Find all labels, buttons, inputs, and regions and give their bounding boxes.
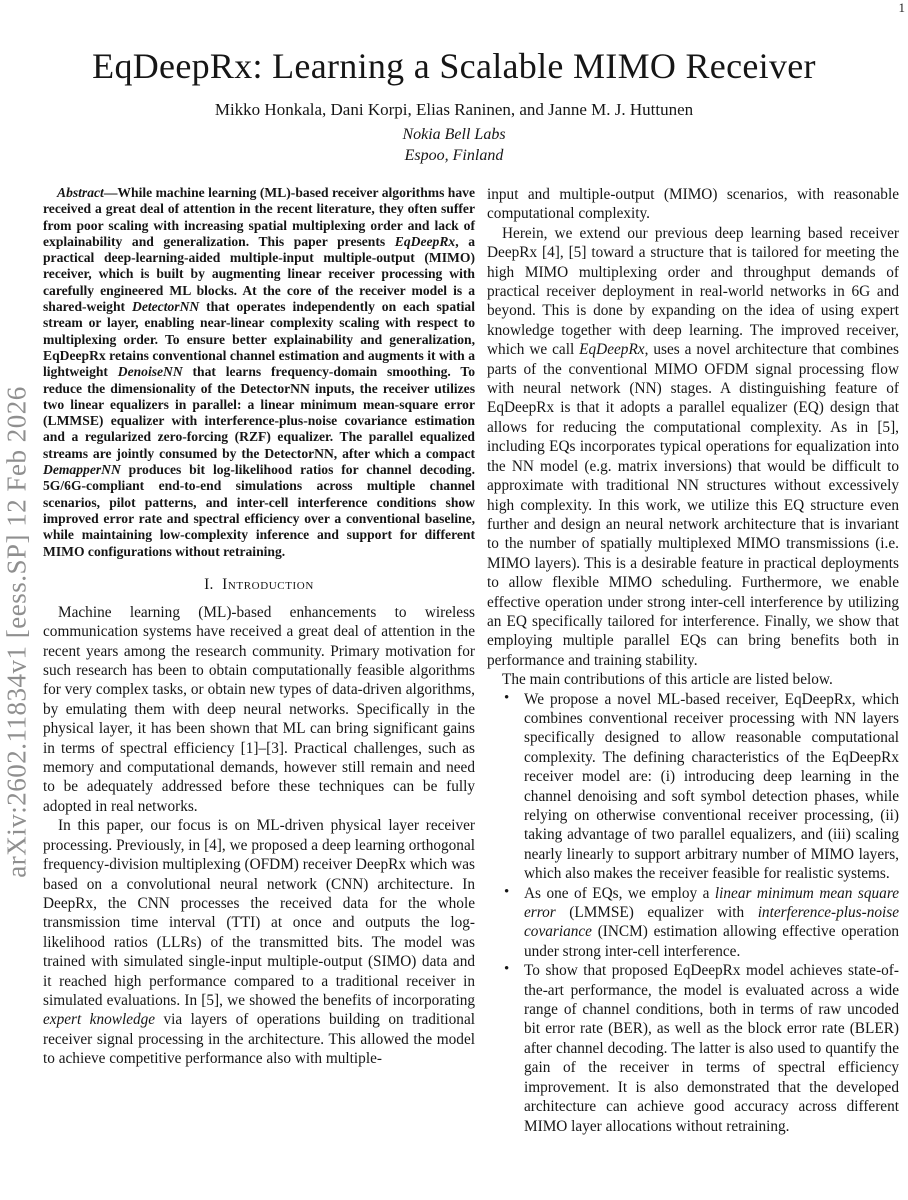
emphasized-text: Abstract xyxy=(57,185,104,200)
intro-paragraphs xyxy=(43,603,475,1069)
bullet-icon: • xyxy=(504,689,510,706)
page-number: 1 xyxy=(898,0,905,15)
abstract-paragraph xyxy=(43,185,475,560)
text-run: Machine learning (ML)-based enhancements to wireless communication systems have received a great deal of attention in the recent years among the research community. Primary motivation for such research has been to obtain computationally feasible algorithms for very complex tasks, or obtain new types of data-driven algorithms, by emulating them with deep neural networks. Specifically in the physical layer, it has been shown that ML can bring significant gains in terms of spectral efficiency [1]–[3]. Practical challenges, such as memory and computational demands, however still remain and need to be adequately addressed before these techniques can be fully adopted in real networks. xyxy=(43,603,475,815)
affiliation-location: Espoo, Finland xyxy=(404,147,504,164)
text-run: input and multiple-output (MIMO) scenarios, with reasonable computational complexity. xyxy=(487,186,899,223)
contributions-list xyxy=(487,690,899,1136)
text-run: that operates independently on each spatial stream or layer, enabling near-linear complexity scaling with respect to multiplexing order. To ensure better explainability and generalization, EqDeepRx retains conventional channel estimation and augments it with a lightweight xyxy=(43,299,475,380)
contribution-item xyxy=(487,961,899,1136)
author-list: Mikko Honkala, Dani Korpi, Elias Raninen, and Janne M. J. Huttunen xyxy=(214,100,694,119)
body-paragraph xyxy=(487,224,899,670)
emphasized-text: expert knowledge xyxy=(43,1011,156,1029)
text-run: via layers of operations building on traditional receiver signal processing in the architecture. This allowed the model to achieve competitive performance also with multiple- xyxy=(43,1011,475,1068)
right-column xyxy=(487,185,899,1136)
text-run: (LMMSE) equalizer with xyxy=(555,904,758,922)
bullet-icon: • xyxy=(504,961,510,978)
left-column xyxy=(43,185,475,1136)
arxiv-watermark: arXiv:2602.11834v1 [eess.SP] 12 Feb 2026 xyxy=(1,386,32,878)
two-column-body xyxy=(43,185,908,1136)
body-paragraph xyxy=(487,670,899,689)
body-paragraph xyxy=(487,185,899,224)
affiliation: Nokia Bell Labs xyxy=(402,126,506,143)
emphasized-text: EqDeepRx xyxy=(394,233,456,249)
text-run: We propose a novel ML-based receiver, EqDeepRx, which combines conventional receiver processing with NN layers specifically designed to allow reasonable computational complexity. The defining characteristics of the EqDeepRx receiver model are: (i) introducing deep learning in the channel denoising and soft symbol detection phases, while relying on otherwise conventional receiver processing, (ii) taking advantage of two parallel equalizers, and (iii) scaling nearly linearly to support arbitrary number of MIMO layers, which also makes the receiver feasible for realistic systems. xyxy=(524,690,899,883)
section-number: I. xyxy=(204,575,214,593)
emphasized-text: DemapperNN xyxy=(43,462,121,478)
text-run: , uses a novel architecture that combines parts of the conventional MIMO OFDM signal processing flow with neural network (NN) stages. A distinguishing feature of EqDeepRx is that it adopts a parallel equalizer (EQ) design that allows for reducing the computational complexity. As in [5], including EQs incorporates typical operations for equalization into the NN model (e.g. matrix inversions) that would be difficult to approximate with traditional NN structures without excessively high complexity. In this work, we utilize this EQ structure even further and design an neural network architecture that is invariant to the number of spatially multiplexed MIMO transmissions (i.e. MIMO layers). This is a desirable feature in practical deployments to allow flexible MIMO scheduling. Furthermore, we enable effective operation under strong inter-cell interference by utilizing an EQ specifically tailored for interference. Finally, we show that employing multiple parallel EQs can bring benefits both in performance and training stability. xyxy=(487,341,899,669)
text-run: —While machine learning (ML)-based receiver algorithms have received a great deal of attention in the recent literature, they often suffer from poor scaling with increasing spatial multiplexing order and lack of explainability and generalization. This paper presents xyxy=(43,185,475,249)
contribution-item xyxy=(487,884,899,962)
emphasized-text: linear minimum mean square error xyxy=(524,884,899,922)
text-run: In this paper, our focus is on ML-driven physical layer receiver processing. Previously, in [4], we proposed a deep learning orthogonal frequency-division multiplexing (OFDM) receiver DeepRx which was based on a convolutional neural network (CNN) architecture. In DeepRx, the CNN processes the received data for the whole transmission time interval (TTI) at once and outputs the log-likelihood ratios (LLRs) of the transmitted bits. The model was trained with simulated single-input multiple-output (SIMO) data and it reached high performance compared to a traditional receiver in simulated evaluations. In [5], we showed the benefits of incorporating xyxy=(43,817,475,1009)
emphasized-text: DenoiseNN xyxy=(117,364,183,380)
emphasized-text: DetectorNN xyxy=(132,299,200,315)
text-run: As one of EQs, we employ a xyxy=(524,884,715,902)
text-run: produces bit log-likelihood ratios for channel decoding. 5G/6G-compliant end-to-end simulations across multiple channel scenarios, pilot patterns, and inter-cell interference conditions show improved error rate and spectral efficiency over a conventional baseline, while maintaining low-complexity inference and support for different MIMO configurations without retraining. xyxy=(43,462,475,559)
text-run: that learns frequency-domain smoothing. To reduce the dimensionality of the DetectorNN inputs, the receiver utilizes two linear equalizers in parallel: a linear minimum mean-square error (LMMSE) equalizer with interference-plus-noise covariance estimation and a regularized zero-forcing (RZF) equalizer. The parallel equalized streams are jointly consumed by the DetectorNN, after which a compact xyxy=(43,364,475,461)
paper-header xyxy=(0,0,908,165)
section-heading-introduction xyxy=(43,576,475,594)
text-run: The main contributions of this article are listed below. xyxy=(502,671,833,689)
paper-title: EqDeepRx: Learning a Scalable MIMO Receiver xyxy=(92,46,816,86)
section-title: Introduction xyxy=(222,575,314,593)
body-paragraphs xyxy=(487,185,899,690)
emphasized-text: EqDeepRx xyxy=(579,341,645,359)
text-run: To show that proposed EqDeepRx model achieves state-of-the-art performance, the model is evaluated across a wide range of channel conditions, both in terms of raw uncoded bit error rate (BER), as well as the block error rate (BLER) after channel decoding. The latter is also used to quantify the gain of the receiver in terms of spectral efficiency improvement. It is also demonstrated that the developed architecture can achieve good accuracy across different MIMO layer allocations without retraining. xyxy=(524,962,899,1135)
body-paragraph xyxy=(43,816,475,1068)
text-run: , a practical deep-learning-aided multiple-input multiple-output (MIMO) receiver, which is built by augmenting linear receiver processing with carefully engineered ML blocks. At the core of the receiver model is a shared-weight xyxy=(43,233,475,315)
text-run: Herein, we extend our previous deep learning based receiver DeepRx [4], [5] toward a structure that is tailored for meeting the high MIMO multiplexing order and throughput demands of practical receiver deployment in real-world networks in 6G and beyond. This is done by expanding on the idea of using expert knowledge together with deep learning. The improved receiver, which we call xyxy=(487,224,899,359)
text-run: (INCM) estimation allowing effective operation under strong inter-cell interference. xyxy=(524,923,899,960)
body-paragraph xyxy=(43,603,475,816)
emphasized-text: interference-plus-noise covariance xyxy=(524,904,899,941)
bullet-icon: • xyxy=(504,883,510,900)
contribution-item xyxy=(487,690,899,884)
